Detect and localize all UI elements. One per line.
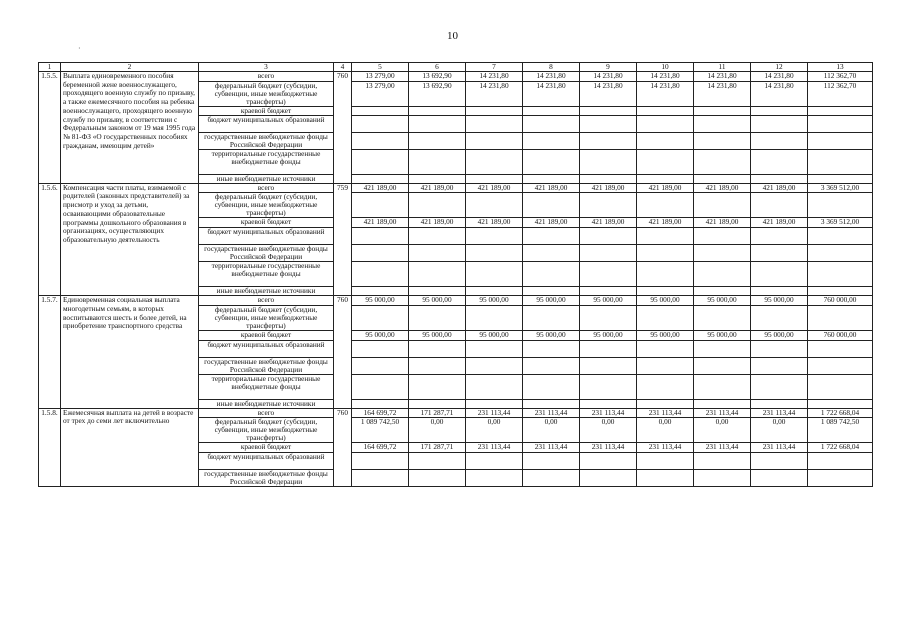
amount-cell xyxy=(751,305,808,330)
budget-code: 759 xyxy=(334,183,352,295)
amount-cell xyxy=(751,245,808,262)
amount-cell: 231 113,44 xyxy=(694,443,751,453)
amount-cell: 231 113,44 xyxy=(694,408,751,418)
amount-cell xyxy=(580,132,637,149)
amount-cell xyxy=(352,106,409,115)
header-row xyxy=(39,63,873,72)
amount-cell: 231 113,44 xyxy=(523,443,580,453)
amount-cell xyxy=(808,132,873,149)
amount-cell xyxy=(808,262,873,287)
budget-code: 760 xyxy=(334,296,352,408)
amount-cell xyxy=(409,193,466,218)
amount-cell xyxy=(409,174,466,183)
amount-cell: 421 189,00 xyxy=(637,218,694,228)
amount-cell: 112 362,70 xyxy=(808,72,873,82)
amount-cell xyxy=(409,374,466,399)
amount-cell xyxy=(580,305,637,330)
amount-cell xyxy=(523,305,580,330)
amount-cell xyxy=(352,193,409,218)
amount-cell xyxy=(580,340,637,357)
amount-cell: 95 000,00 xyxy=(466,330,523,340)
amount-cell xyxy=(352,452,409,469)
amount-cell: 0,00 xyxy=(637,418,694,443)
amount-cell xyxy=(637,245,694,262)
amount-cell: 95 000,00 xyxy=(523,330,580,340)
amount-cell xyxy=(751,228,808,245)
amount-cell: 14 231,80 xyxy=(637,81,694,106)
item-number: 1.5.5. xyxy=(39,72,61,184)
amount-cell xyxy=(580,115,637,132)
amount-cell xyxy=(637,174,694,183)
amount-cell: 421 189,00 xyxy=(637,183,694,193)
amount-cell: 14 231,80 xyxy=(694,81,751,106)
amount-cell: 13 279,00 xyxy=(352,81,409,106)
amount-cell xyxy=(637,115,694,132)
amount-cell xyxy=(751,452,808,469)
amount-cell xyxy=(466,245,523,262)
amount-cell xyxy=(523,262,580,287)
amount-cell xyxy=(523,228,580,245)
amount-cell: 231 113,44 xyxy=(523,408,580,418)
funding-source: иные внебюджетные источники xyxy=(199,287,334,296)
amount-cell xyxy=(523,115,580,132)
amount-cell xyxy=(808,193,873,218)
table-row xyxy=(39,183,873,193)
amount-cell: 231 113,44 xyxy=(751,408,808,418)
funding-source: бюджет муниципальных образований xyxy=(199,340,334,357)
amount-cell: 95 000,00 xyxy=(751,296,808,306)
amount-cell: 95 000,00 xyxy=(694,330,751,340)
amount-cell xyxy=(751,374,808,399)
amount-cell xyxy=(694,149,751,174)
funding-source: территориальные государственные внебюджетные фонды xyxy=(199,262,334,287)
amount-cell xyxy=(352,357,409,374)
amount-cell xyxy=(466,399,523,408)
amount-cell: 231 113,44 xyxy=(637,443,694,453)
funding-source: краевой бюджет xyxy=(199,443,334,453)
budget-code: 760 xyxy=(334,408,352,486)
amount-cell: 421 189,00 xyxy=(580,218,637,228)
amount-cell xyxy=(694,452,751,469)
amount-cell xyxy=(352,340,409,357)
amount-cell: 95 000,00 xyxy=(352,330,409,340)
amount-cell xyxy=(580,452,637,469)
amount-cell: 14 231,80 xyxy=(751,81,808,106)
amount-cell xyxy=(751,132,808,149)
column-header: 3 xyxy=(199,63,334,72)
amount-cell: 0,00 xyxy=(751,418,808,443)
amount-cell xyxy=(694,357,751,374)
amount-cell xyxy=(352,149,409,174)
column-header: 11 xyxy=(694,63,751,72)
amount-cell: 95 000,00 xyxy=(580,330,637,340)
amount-cell: 14 231,80 xyxy=(523,72,580,82)
amount-cell xyxy=(523,149,580,174)
amount-cell: 421 189,00 xyxy=(580,183,637,193)
amount-cell: 0,00 xyxy=(409,418,466,443)
scan-mark: · xyxy=(78,44,81,53)
amount-cell xyxy=(808,374,873,399)
amount-cell xyxy=(580,469,637,486)
funding-source: всего xyxy=(199,183,334,193)
amount-cell xyxy=(352,469,409,486)
amount-cell xyxy=(466,228,523,245)
amount-cell xyxy=(409,340,466,357)
amount-cell: 14 231,80 xyxy=(466,81,523,106)
amount-cell: 231 113,44 xyxy=(637,408,694,418)
amount-cell xyxy=(523,452,580,469)
amount-cell xyxy=(523,469,580,486)
amount-cell: 1 089 742,50 xyxy=(352,418,409,443)
amount-cell xyxy=(637,357,694,374)
amount-cell: 95 000,00 xyxy=(409,330,466,340)
amount-cell xyxy=(694,399,751,408)
amount-cell xyxy=(637,305,694,330)
amount-cell xyxy=(409,245,466,262)
amount-cell: 0,00 xyxy=(466,418,523,443)
amount-cell: 14 231,80 xyxy=(694,72,751,82)
amount-cell xyxy=(409,287,466,296)
amount-cell xyxy=(751,340,808,357)
funding-source: всего xyxy=(199,408,334,418)
amount-cell xyxy=(694,305,751,330)
amount-cell xyxy=(523,132,580,149)
amount-cell: 231 113,44 xyxy=(580,408,637,418)
amount-cell xyxy=(523,193,580,218)
amount-cell xyxy=(352,399,409,408)
amount-cell xyxy=(694,115,751,132)
amount-cell xyxy=(751,262,808,287)
item-name: Единовременная социальная выплата многодетным семьям, в которых воспитываются шесть и более детей, на приобретение транспортного средства xyxy=(61,296,199,408)
amount-cell: 171 287,71 xyxy=(409,408,466,418)
amount-cell xyxy=(751,115,808,132)
amount-cell: 13 279,00 xyxy=(352,72,409,82)
amount-cell xyxy=(694,228,751,245)
amount-cell xyxy=(637,452,694,469)
amount-cell: 112 362,70 xyxy=(808,81,873,106)
amount-cell xyxy=(523,357,580,374)
funding-source: всего xyxy=(199,296,334,306)
amount-cell xyxy=(523,399,580,408)
amount-cell: 13 692,90 xyxy=(409,72,466,82)
amount-cell: 421 189,00 xyxy=(751,218,808,228)
amount-cell xyxy=(352,115,409,132)
table-row xyxy=(39,408,873,418)
amount-cell xyxy=(751,174,808,183)
column-header: 10 xyxy=(637,63,694,72)
amount-cell: 14 231,80 xyxy=(637,72,694,82)
funding-source: краевой бюджет xyxy=(199,106,334,115)
funding-source: бюджет муниципальных образований xyxy=(199,452,334,469)
amount-cell xyxy=(694,374,751,399)
amount-cell xyxy=(466,287,523,296)
amount-cell: 421 189,00 xyxy=(694,218,751,228)
amount-cell xyxy=(637,287,694,296)
amount-cell xyxy=(580,193,637,218)
amount-cell xyxy=(352,305,409,330)
funding-source: государственные внебюджетные фонды Российской Федерации xyxy=(199,469,334,486)
amount-cell xyxy=(409,357,466,374)
amount-cell xyxy=(637,399,694,408)
funding-source: федеральный бюджет (субсидии, субвенции, иные межбюджетные трансферты) xyxy=(199,81,334,106)
amount-cell xyxy=(808,115,873,132)
amount-cell xyxy=(409,452,466,469)
amount-cell xyxy=(409,262,466,287)
amount-cell xyxy=(352,374,409,399)
amount-cell xyxy=(466,452,523,469)
amount-cell: 3 369 512,00 xyxy=(808,218,873,228)
amount-cell xyxy=(694,174,751,183)
amount-cell: 421 189,00 xyxy=(409,218,466,228)
amount-cell: 95 000,00 xyxy=(466,296,523,306)
amount-cell: 164 699,72 xyxy=(352,443,409,453)
funding-source: иные внебюджетные источники xyxy=(199,399,334,408)
amount-cell: 14 231,80 xyxy=(580,72,637,82)
amount-cell xyxy=(580,399,637,408)
column-header: 7 xyxy=(466,63,523,72)
amount-cell xyxy=(523,374,580,399)
funding-source: краевой бюджет xyxy=(199,330,334,340)
amount-cell xyxy=(466,357,523,374)
amount-cell: 1 722 668,04 xyxy=(808,443,873,453)
amount-cell xyxy=(523,287,580,296)
amount-cell xyxy=(808,228,873,245)
amount-cell xyxy=(637,228,694,245)
funding-source: территориальные государственные внебюджетные фонды xyxy=(199,374,334,399)
funding-source: бюджет муниципальных образований xyxy=(199,115,334,132)
amount-cell xyxy=(352,262,409,287)
amount-cell: 421 189,00 xyxy=(694,183,751,193)
amount-cell xyxy=(352,132,409,149)
amount-cell: 14 231,80 xyxy=(751,72,808,82)
amount-cell: 421 189,00 xyxy=(352,183,409,193)
amount-cell xyxy=(637,262,694,287)
funding-source: территориальные государственные внебюджетные фонды xyxy=(199,149,334,174)
amount-cell xyxy=(409,132,466,149)
column-header: 8 xyxy=(523,63,580,72)
amount-cell xyxy=(409,399,466,408)
amount-cell xyxy=(694,132,751,149)
amount-cell xyxy=(694,469,751,486)
amount-cell: 164 699,72 xyxy=(352,408,409,418)
amount-cell xyxy=(352,228,409,245)
amount-cell: 95 000,00 xyxy=(751,330,808,340)
column-header: 2 xyxy=(61,63,199,72)
amount-cell xyxy=(523,174,580,183)
amount-cell xyxy=(466,149,523,174)
amount-cell xyxy=(580,262,637,287)
item-name: Ежемесячная выплата на детей в возрасте от трех до семи лет включительно xyxy=(61,408,199,486)
amount-cell: 421 189,00 xyxy=(523,183,580,193)
column-header: 13 xyxy=(808,63,873,72)
amount-cell xyxy=(808,174,873,183)
amount-cell xyxy=(751,357,808,374)
item-name: Выплата единовременного пособия беременной жене военнослужащего, проходящего военную службу по призыву, а также ежемесячного пособия на ребенка военнослужащего, проходящего военную службу по призыву, в соответствии с Федеральным законом от 19 мая 1995 года № 81-ФЗ «О государственных пособиях гражданам, имеющим детей» xyxy=(61,72,199,184)
amount-cell xyxy=(466,115,523,132)
funding-source: государственные внебюджетные фонды Российской Федерации xyxy=(199,245,334,262)
amount-cell: 14 231,80 xyxy=(580,81,637,106)
amount-cell: 231 113,44 xyxy=(580,443,637,453)
amount-cell xyxy=(637,149,694,174)
amount-cell xyxy=(523,340,580,357)
amount-cell: 421 189,00 xyxy=(466,218,523,228)
amount-cell xyxy=(523,245,580,262)
amount-cell: 760 000,00 xyxy=(808,296,873,306)
amount-cell xyxy=(751,149,808,174)
amount-cell xyxy=(808,469,873,486)
amount-cell xyxy=(580,374,637,399)
item-name: Компенсация части платы, взимаемой с родителей (законных представителей) за присмотр и уход за детьми, осваивающими образовательные программы дошкольного образования в организациях, осуществляющих образовательную деятельность xyxy=(61,183,199,295)
funding-source: краевой бюджет xyxy=(199,218,334,228)
budget-code: 760 xyxy=(334,72,352,184)
amount-cell xyxy=(409,228,466,245)
amount-cell: 95 000,00 xyxy=(409,296,466,306)
amount-cell xyxy=(580,357,637,374)
amount-cell: 421 189,00 xyxy=(751,183,808,193)
amount-cell xyxy=(580,149,637,174)
amount-cell: 95 000,00 xyxy=(523,296,580,306)
amount-cell xyxy=(637,469,694,486)
amount-cell: 0,00 xyxy=(580,418,637,443)
funding-source: иные внебюджетные источники xyxy=(199,174,334,183)
amount-cell xyxy=(808,106,873,115)
page-number: 10 xyxy=(447,30,458,42)
column-header: 5 xyxy=(352,63,409,72)
column-header: 9 xyxy=(580,63,637,72)
amount-cell xyxy=(352,174,409,183)
amount-cell: 95 000,00 xyxy=(637,330,694,340)
amount-cell: 171 287,71 xyxy=(409,443,466,453)
amount-cell xyxy=(409,149,466,174)
amount-cell xyxy=(637,374,694,399)
amount-cell xyxy=(466,305,523,330)
amount-cell: 231 113,44 xyxy=(751,443,808,453)
amount-cell xyxy=(466,193,523,218)
amount-cell xyxy=(808,340,873,357)
amount-cell: 421 189,00 xyxy=(409,183,466,193)
amount-cell: 0,00 xyxy=(523,418,580,443)
amount-cell xyxy=(352,287,409,296)
amount-cell: 231 113,44 xyxy=(466,443,523,453)
amount-cell: 95 000,00 xyxy=(352,296,409,306)
amount-cell xyxy=(409,106,466,115)
amount-cell xyxy=(580,287,637,296)
amount-cell xyxy=(808,245,873,262)
funding-source: государственные внебюджетные фонды Российской Федерации xyxy=(199,357,334,374)
amount-cell xyxy=(466,262,523,287)
item-number: 1.5.6. xyxy=(39,183,61,295)
column-header: 6 xyxy=(409,63,466,72)
funding-source: федеральный бюджет (субсидии, субвенции, иные межбюджетные трансферты) xyxy=(199,193,334,218)
amount-cell: 95 000,00 xyxy=(580,296,637,306)
amount-cell: 421 189,00 xyxy=(352,218,409,228)
funding-source: всего xyxy=(199,72,334,82)
amount-cell xyxy=(637,340,694,357)
amount-cell xyxy=(808,287,873,296)
item-number: 1.5.7. xyxy=(39,296,61,408)
table-row xyxy=(39,296,873,306)
table-row xyxy=(39,72,873,82)
amount-cell xyxy=(751,287,808,296)
amount-cell xyxy=(694,340,751,357)
amount-cell xyxy=(466,469,523,486)
amount-cell xyxy=(637,132,694,149)
amount-cell: 760 000,00 xyxy=(808,330,873,340)
amount-cell: 1 089 742,50 xyxy=(808,418,873,443)
amount-cell: 1 722 668,04 xyxy=(808,408,873,418)
funding-source: федеральный бюджет (субсидии, субвенции, иные межбюджетные трансферты) xyxy=(199,418,334,443)
amount-cell xyxy=(637,193,694,218)
amount-cell xyxy=(466,374,523,399)
amount-cell xyxy=(694,245,751,262)
amount-cell: 421 189,00 xyxy=(466,183,523,193)
amount-cell xyxy=(352,245,409,262)
amount-cell xyxy=(637,106,694,115)
amount-cell: 95 000,00 xyxy=(637,296,694,306)
funding-source: государственные внебюджетные фонды Российской Федерации xyxy=(199,132,334,149)
funding-source: бюджет муниципальных образований xyxy=(199,228,334,245)
amount-cell xyxy=(751,106,808,115)
amount-cell xyxy=(694,106,751,115)
amount-cell xyxy=(523,106,580,115)
amount-cell: 421 189,00 xyxy=(523,218,580,228)
amount-cell: 13 692,90 xyxy=(409,81,466,106)
column-header: 12 xyxy=(751,63,808,72)
amount-cell xyxy=(466,132,523,149)
funding-source: федеральный бюджет (субсидии, субвенции, иные межбюджетные трансферты) xyxy=(199,305,334,330)
amount-cell: 231 113,44 xyxy=(466,408,523,418)
amount-cell xyxy=(580,174,637,183)
amount-cell xyxy=(466,174,523,183)
amount-cell xyxy=(466,340,523,357)
amount-cell xyxy=(409,115,466,132)
amount-cell: 14 231,80 xyxy=(466,72,523,82)
amount-cell xyxy=(751,399,808,408)
amount-cell xyxy=(694,262,751,287)
amount-cell: 3 369 512,00 xyxy=(808,183,873,193)
amount-cell xyxy=(580,106,637,115)
amount-cell xyxy=(466,106,523,115)
amount-cell xyxy=(409,469,466,486)
item-number: 1.5.8. xyxy=(39,408,61,486)
amount-cell xyxy=(694,193,751,218)
column-header: 4 xyxy=(334,63,352,72)
column-header: 1 xyxy=(39,63,61,72)
amount-cell xyxy=(808,305,873,330)
budget-table xyxy=(38,62,873,487)
amount-cell: 14 231,80 xyxy=(523,81,580,106)
amount-cell xyxy=(694,287,751,296)
amount-cell xyxy=(580,228,637,245)
amount-cell xyxy=(808,399,873,408)
amount-cell xyxy=(409,305,466,330)
amount-cell xyxy=(751,193,808,218)
amount-cell xyxy=(808,357,873,374)
amount-cell: 0,00 xyxy=(694,418,751,443)
amount-cell xyxy=(751,469,808,486)
amount-cell xyxy=(580,245,637,262)
amount-cell: 95 000,00 xyxy=(694,296,751,306)
amount-cell xyxy=(808,149,873,174)
amount-cell xyxy=(808,452,873,469)
